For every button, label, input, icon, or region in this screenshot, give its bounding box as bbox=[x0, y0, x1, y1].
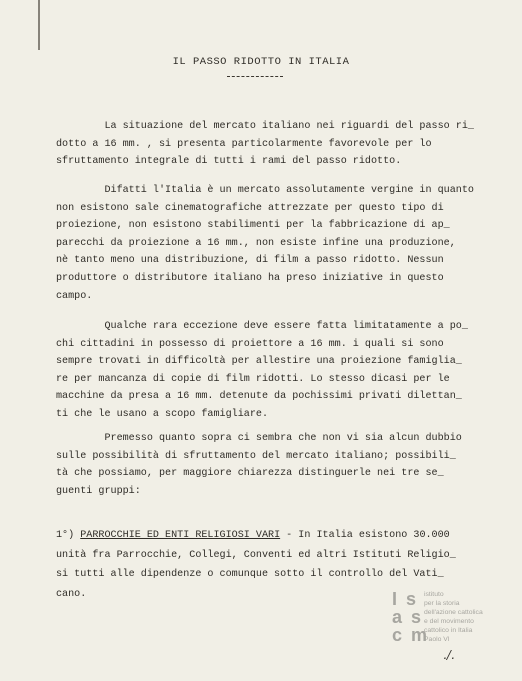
paragraph-1: La situazione del mercato italiano nei riguardi del passo ri_ dotto a 16 mm. , si presenta particolarmente favorevole per lo sfruttamento integrale di tutti i rami del passo ridotto. bbox=[56, 121, 474, 168]
paragraph-2: Difatti l'Italia è un mercato assolutamente vergine in quanto non esistono sale cinematografiche attrezzate per questo tipo di proiezione, non esistono stabilimenti per la fabbricazione di ap_ parecchi da proiezione a 16 mm., non esiste infine una produzione, nè tanto meno una distribuzione, di film a passo ridotto. Nessun produttore o distributore italiano ha preso iniziative in questo campo. bbox=[56, 185, 474, 302]
archive-stamp bbox=[390, 588, 490, 652]
section-1-heading: PARROCCHIE ED ENTI RELIGIOSI VARI bbox=[80, 530, 281, 541]
page-end-mark: ./. bbox=[443, 648, 455, 662]
section-1-text-rest: unità fra Parrocchie, Collegi, Conventi ed altri Istituti Religio_ si tutti alle dipendenze o comunque sotto il controllo del Vati_ cano. bbox=[56, 549, 456, 600]
paper-crease bbox=[38, 0, 46, 50]
title-underline bbox=[227, 76, 283, 77]
paragraph-3: Qualche rara eccezione deve essere fatta limitatamente a po_ chi cittadini in possesso di proiettore a 16 mm. i quali si sono sempre trovati in difficoltà per allestire una proiezione famiglia_ re per mancanza di copie di film ridotti. Lo stesso dicasi per le macchine da presa a 16 mm. detenute da pochissimi privati dilettan_ ti che le usano a scopo famigliare. bbox=[56, 321, 468, 420]
stamp-letters: I s a s c m bbox=[392, 589, 430, 645]
section-1-text-first: - In Italia esistono 30.000 bbox=[280, 530, 450, 541]
stamp-text: istituto per la storia dell'azione cattolica e del movimento cattolico in Italia Paolo VI bbox=[424, 591, 483, 643]
section-1-number: 1°) bbox=[56, 530, 81, 541]
paragraph-4: Premesso quanto sopra ci sembra che non vi sia alcun dubbio sulle possibilità di sfruttamento del mercato italiano; possibili_ tà che possiamo, per maggiore chiarezza distinguerle nei tre se_ guenti gruppi: bbox=[56, 433, 462, 497]
document-title: IL PASSO RIDOTTO IN ITALIA bbox=[172, 56, 350, 68]
